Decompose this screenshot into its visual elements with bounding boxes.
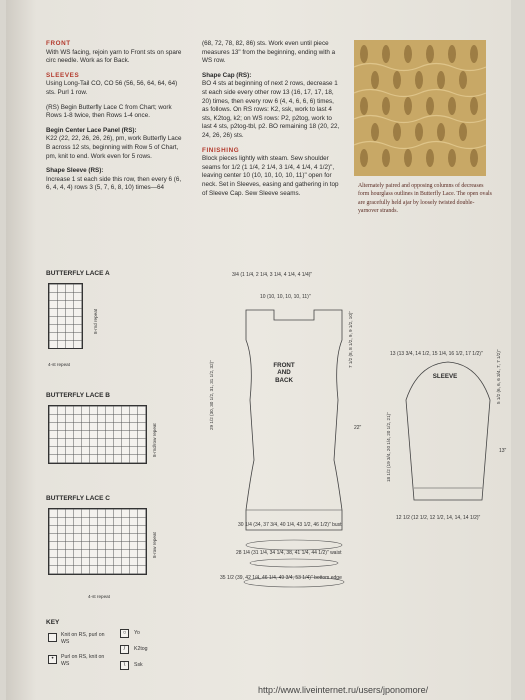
chart-a-grid <box>48 283 83 349</box>
sleeve-schematic <box>398 360 498 520</box>
purl-symbol: • <box>48 655 57 664</box>
key-knit-label: Knit on RS, purl on WS <box>61 632 105 645</box>
key-yo-label: Yo <box>134 630 140 636</box>
sleeve-width-measure: 18 1/2 (19 3/4, 20 1/4, 20 1/2, 21)" <box>386 412 391 482</box>
watermark-url: http://www.liveinternet.ru/users/jponomore/ <box>258 685 429 695</box>
bottom-measure: 35 1/2 (39, 42 1/4, 46 1/4, 49 3/4, 53 1/4)" bottom edge <box>220 575 342 581</box>
sleeve-top-measure: 13 (13 3/4, 14 1/2, 15 1/4, 16 1/2, 17 1/2)" <box>390 351 483 357</box>
key-ssk-label: Ssk <box>134 662 143 668</box>
neck-measure: 10 (10, 10, 10, 10, 11)" <box>260 294 311 300</box>
armhole-measure: 7 1/2 (8, 8 1/2, 9, 9 1/2, 10)" <box>348 310 353 368</box>
front-heading: FRONT <box>46 40 71 47</box>
lace-photo <box>354 40 486 176</box>
waist-measure: 28 1/4 (31 1/4, 34 1/4, 38, 41 1/4, 44 1/2)" waist <box>236 550 342 556</box>
chart-b-repeat-v: 8-rnd/row repeat <box>152 423 157 457</box>
center-panel-text: K22 (22, 22, 26, 26, 26), pm, work Butterfly Lace B across 12 sts, beginning with Row 5 of Chart, pm, knit to end. Work even for 5 rows. <box>46 135 182 160</box>
key-title: KEY <box>46 619 60 626</box>
chart-a-repeat-v: 8-rnd repeat <box>93 308 98 334</box>
cuff-measure: 12 1/2 (12 1/2, 12 1/2, 14, 14, 14 1/2)" <box>396 515 481 521</box>
shape-cap-text: BO 4 sts at beginning of next 2 rows, decrease 1 st each side every other row 13 (16, 17, 17, 18, 20) times, then every row 6 (4, 4, 6, 6, 6) times, as follows. On RS rows: K2, ssk, work to last 4 sts, K2tog, k2; on WS rows: P2, p2tog, work to last 4 sts, p2tog-tbl, p2. BO remaining 18 (20, 22, 24, 26, 26) sts. <box>202 80 340 139</box>
finishing-heading: FINISHING <box>202 146 240 154</box>
sleeves-heading: SLEEVES <box>46 71 80 79</box>
key-purl-label: Purl on RS, knit on WS <box>61 654 105 667</box>
front-back-label: FRONT AND BACK <box>273 362 295 384</box>
key-k2tog-label: K2tog <box>134 646 148 652</box>
top-measure: 3/4 (1 1/4, 2 1/4, 3 1/4, 4 1/4, 4 1/4)" <box>232 272 313 278</box>
length-side-measure: 29 1/2 (30, 30 1/2, 31, 31 1/2, 32)" <box>209 360 214 430</box>
text-column-2 <box>202 40 342 204</box>
text-column-1 <box>46 40 186 199</box>
ssk-symbol: \ <box>120 661 129 670</box>
chart-a-repeat-h: 4-st repeat <box>48 362 70 367</box>
rs-text: (RS) Begin Butterfly Lace C from Chart; work Rows 1-8 twice, then Rows 1-4 once. <box>46 103 172 120</box>
photo-caption: Alternately paired and opposing columns of decreases form hourglass outlines in Butterfly Lace. The open ovals are gracefully held ajar by loosely twisted double-yarnover strands. <box>358 183 492 215</box>
shape-cap-heading: Shape Cap (RS): <box>202 71 252 79</box>
chart-c-repeat-v: 8-row repeat <box>152 532 157 558</box>
front-text: With WS facing, rejoin yarn to Front sts on spare circ needle. Work as for Back. <box>46 48 182 65</box>
continued-text: (68, 72, 78, 82, 86) sts. Work even until piece measures 13" from the beginning, ending with a WS row. <box>202 40 336 65</box>
shape-sleeve-text: Increase 1 st each side this row, then every 6 (6, 6, 4, 4, 4) rows 3 (5, 7, 6, 8, 10) times—64 <box>46 175 182 192</box>
chart-a-title: BUTTERFLY LACE A <box>46 270 110 277</box>
chart-b-grid <box>48 405 147 464</box>
finishing-text: Block pieces lightly with steam. Sew shoulder seams for 1/2 (1 1/4, 2 1/4, 3 1/4, 4 1/4, 4 1/2)", leaving center 10 (10, 10, 10, 10, 11)" open for neck. Set in Sleeves, easing and gathering in top of Sleeve Cap. Sew Sleeve seams. <box>202 155 339 197</box>
chart-b-title: BUTTERFLY LACE B <box>46 392 110 399</box>
sleeve-label: SLEEVE <box>432 373 458 380</box>
sleeve-13: 13" <box>499 448 507 454</box>
knit-symbol <box>48 633 57 642</box>
book-page <box>6 0 511 700</box>
shape-sleeve-heading: Shape Sleeve (RS): <box>46 167 104 175</box>
k2tog-symbol: / <box>120 645 129 654</box>
chart-c-title: BUTTERFLY LACE C <box>46 495 110 502</box>
length-22: 22" <box>354 425 362 431</box>
front-back-schematic <box>216 280 366 590</box>
center-panel-heading: Begin Center Lace Panel (RS): <box>46 126 137 134</box>
chart-c-grid <box>48 508 147 575</box>
yo-symbol: ○ <box>120 629 129 638</box>
cap-measure: 5 1/2 (6, 6, 6 3/4, 7, 7 1/2)" <box>496 349 501 404</box>
bust-measure: 30 1/4 (34, 37 3/4, 40 1/4, 43 1/2, 46 1/2)" bust <box>238 522 342 528</box>
sleeves-text: Using Long-Tail CO, CO 56 (56, 56, 64, 64, 64) sts. Purl 1 row. <box>46 80 178 96</box>
chart-c-repeat-h: 4-st repeat <box>88 594 110 599</box>
